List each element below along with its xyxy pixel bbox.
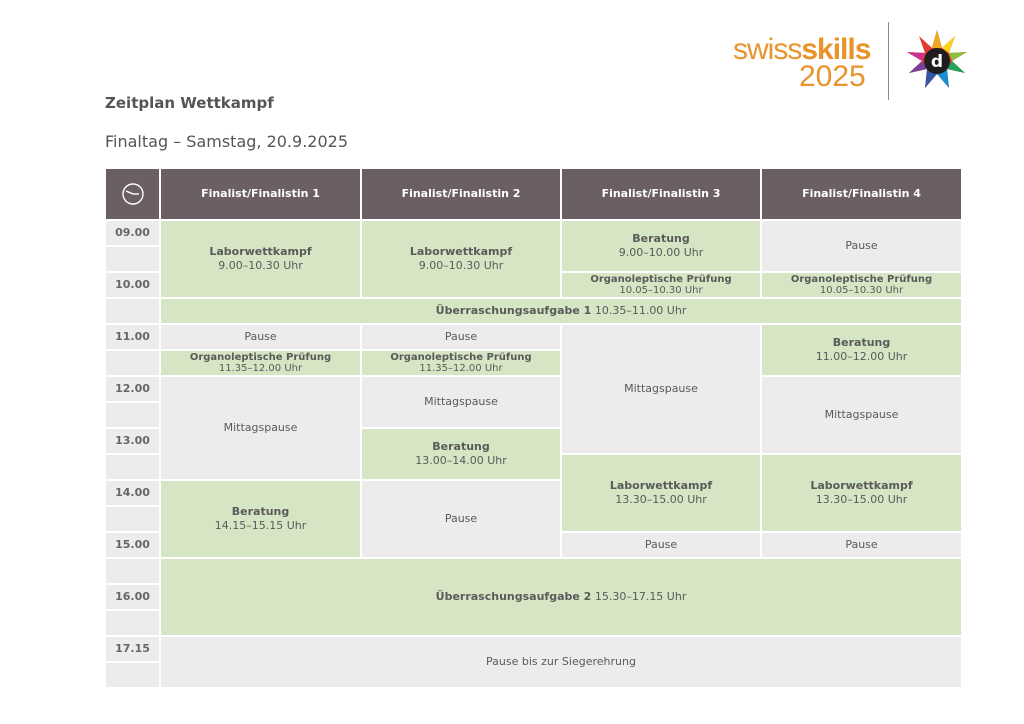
swissskills-logo xyxy=(733,32,973,102)
event-title: Laborwettkampf xyxy=(409,245,513,258)
event-title: Organoleptische Prüfung xyxy=(189,352,332,363)
event-pause2-3: Pause xyxy=(562,533,760,557)
event-title: Laborwettkampf xyxy=(609,479,713,492)
page-title: Zeitplan Wettkampf xyxy=(105,94,274,112)
time-slot xyxy=(106,611,159,635)
header-finalist-4: Finalist/Finalistin 4 xyxy=(762,169,961,219)
event-time: 9.00–10.30 Uhr xyxy=(218,259,303,272)
event-mittagspause-2: Mittagspause xyxy=(362,377,560,427)
time-label: 17.15 xyxy=(106,637,159,661)
event-title: Beratung xyxy=(832,336,891,349)
header-finalist-2: Finalist/Finalistin 2 xyxy=(362,169,560,219)
event-time: 15.30–17.15 Uhr xyxy=(594,590,687,603)
event-title: Beratung xyxy=(231,505,290,518)
event-ueberraschung-1 xyxy=(161,299,961,323)
time-slot xyxy=(106,351,159,375)
event-siegerehrung: Pause bis zur Siegerehrung xyxy=(161,637,961,687)
event-beratung-1 xyxy=(161,481,360,557)
time-label: 15.00 xyxy=(106,533,159,557)
time-slot xyxy=(106,403,159,427)
event-mittagspause-4: Mittagspause xyxy=(762,377,961,453)
event-time: 14.15–15.15 Uhr xyxy=(214,519,307,532)
event-title: Beratung xyxy=(632,232,690,245)
clock-icon xyxy=(121,182,145,206)
logo-year: 2025 xyxy=(799,60,866,93)
event-title: Laborwettkampf xyxy=(810,479,913,492)
logo-wordmark: swissskills xyxy=(733,33,871,66)
event-beratung-3 xyxy=(562,221,760,271)
event-title: Überraschungsaufgabe 2 xyxy=(435,590,592,603)
svg-text:d: d xyxy=(930,52,944,72)
event-title: Organoleptische Prüfung xyxy=(390,352,532,363)
event-title: Organoleptische Prüfung xyxy=(590,274,732,285)
time-slot xyxy=(106,299,159,323)
event-time: 11.00–12.00 Uhr xyxy=(815,350,908,363)
event-time: 10.05–10.30 Uhr xyxy=(819,285,904,296)
event-title: Laborwettkampf xyxy=(209,245,312,258)
event-time: 13.30–15.00 Uhr xyxy=(815,493,908,506)
event-title: Beratung xyxy=(432,440,490,453)
event-title: Organoleptische Prüfung xyxy=(790,274,933,285)
event-laborwettkampf-2 xyxy=(362,221,560,297)
event-organoleptisch-1 xyxy=(161,351,360,375)
logo-divider xyxy=(888,22,889,100)
event-pause-2: Pause xyxy=(362,325,560,349)
event-time: 11.35–12.00 Uhr xyxy=(419,363,503,374)
time-slot xyxy=(106,507,159,531)
event-time: 9.00–10.30 Uhr xyxy=(418,259,504,272)
event-pause-4: Pause xyxy=(762,221,961,271)
event-pause-1: Pause xyxy=(161,325,360,349)
header-finalist-3: Finalist/Finalistin 3 xyxy=(562,169,760,219)
clock-header xyxy=(106,169,159,219)
event-organoleptisch-4 xyxy=(762,273,961,297)
event-time: 13.30–15.00 Uhr xyxy=(615,493,707,506)
time-slot xyxy=(106,663,159,687)
event-ueberraschung-2 xyxy=(161,559,961,635)
time-label: 16.00 xyxy=(106,585,159,609)
time-label: 14.00 xyxy=(106,481,159,505)
event-time: 10.35–11.00 Uhr xyxy=(594,304,687,317)
event-title: Überraschungsaufgabe 1 xyxy=(435,304,592,317)
time-label: 11.00 xyxy=(106,325,159,349)
event-time: 10.05–10.30 Uhr xyxy=(619,285,703,296)
time-label: 13.00 xyxy=(106,429,159,453)
event-time: 11.35–12.00 Uhr xyxy=(218,363,303,374)
page-subtitle: Finaltag – Samstag, 20.9.2025 xyxy=(105,132,348,151)
event-mittagspause-1: Mittagspause xyxy=(161,377,360,479)
event-time: 13.00–14.00 Uhr xyxy=(415,454,507,467)
time-slot xyxy=(106,455,159,479)
event-organoleptisch-3 xyxy=(562,273,760,297)
time-slot xyxy=(106,559,159,583)
event-mittagspause-3: Mittagspause xyxy=(562,325,760,453)
event-pause2-4: Pause xyxy=(762,533,961,557)
header-finalist-1: Finalist/Finalistin 1 xyxy=(161,169,360,219)
event-laborwettkampf-4 xyxy=(762,455,961,531)
event-beratung-4 xyxy=(762,325,961,375)
time-label: 12.00 xyxy=(106,377,159,401)
time-slot xyxy=(106,247,159,271)
star-logo-icon xyxy=(905,28,969,92)
time-label: 09.00 xyxy=(106,221,159,245)
event-beratung-2 xyxy=(362,429,560,479)
time-label: 10.00 xyxy=(106,273,159,297)
event-laborwettkampf-3 xyxy=(562,455,760,531)
event-laborwettkampf-1 xyxy=(161,221,360,297)
event-pause2-2: Pause xyxy=(362,481,560,557)
event-time: 9.00–10.00 Uhr xyxy=(618,246,704,259)
event-organoleptisch-2 xyxy=(362,351,560,375)
